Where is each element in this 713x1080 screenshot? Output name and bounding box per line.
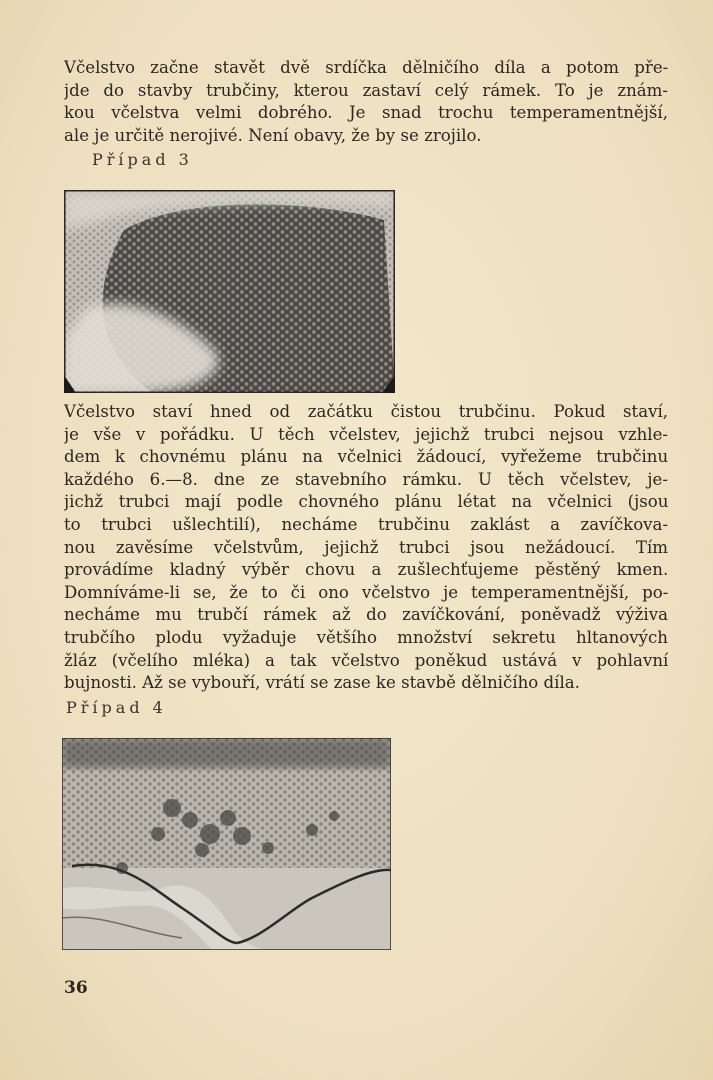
text-line: to trubci ušlechtilí), necháme trubčinu zaklást a zavíčkova- xyxy=(64,514,668,534)
text-line: jichž trubci mají podle chovného plánu létat na včelnici (jsou xyxy=(64,492,668,512)
text-line: Včelstvo začne stavět dvě srdíčka dělničího díla a potom pře- xyxy=(64,58,668,77)
text-line: žláz (včelího mléka) a tak včelstvo poněkud ustává v pohlavní xyxy=(64,650,668,670)
case-4-heading: Případ 4 xyxy=(66,698,167,717)
text-line: bujnosti. Až se vybouří, vrátí se zase ke stavbě dělničího díla. xyxy=(64,673,580,693)
text-line: Včelstvo staví hned od začátku čistou trubčinu. Pokud staví, xyxy=(64,402,668,421)
paragraph-1 xyxy=(64,57,668,147)
text-line: dem k chovnému plánu na včelnici žádoucí, vyřežeme trubčinu xyxy=(64,447,668,467)
text-line: provádíme kladný výběr chovu a zušlechťujeme pěstěný kmen. xyxy=(64,560,668,580)
text-line: nou zavěsíme včelstvům, jejichž trubci jsou nežádoucí. Tím xyxy=(64,537,668,557)
text-line: kou včelstva velmi dobrého. Je snad trochu temperamentnější, xyxy=(64,103,668,123)
text-line: trubčího plodu vyžaduje většího množství sekretu hltanových xyxy=(64,627,668,647)
case-3-heading: Případ 3 xyxy=(92,150,193,169)
honeycomb-photo-case-4 xyxy=(62,738,391,950)
paragraph-2 xyxy=(64,401,668,695)
text-line: jde do stavby trubčiny, kterou zastaví celý rámek. To je znám- xyxy=(64,80,668,100)
text-line: ale je určitě nerojivé. Není obavy, že by se zrojilo. xyxy=(64,125,482,145)
text-line: je vše v pořádku. U těch včelstev, jejichž trubci nejsou vzhle- xyxy=(64,424,668,444)
page-number: 36 xyxy=(64,978,88,998)
honeycomb-photo-case-3 xyxy=(64,190,395,393)
text-line: necháme mu trubčí rámek až do zavíčkování, poněvadž výživa xyxy=(64,605,668,625)
text-line: každého 6.—8. dne ze stavebního rámku. U těch včelstev, je- xyxy=(64,469,668,489)
text-line: Domníváme-li se, že to či ono včelstvo je temperamentnější, po- xyxy=(64,582,668,602)
